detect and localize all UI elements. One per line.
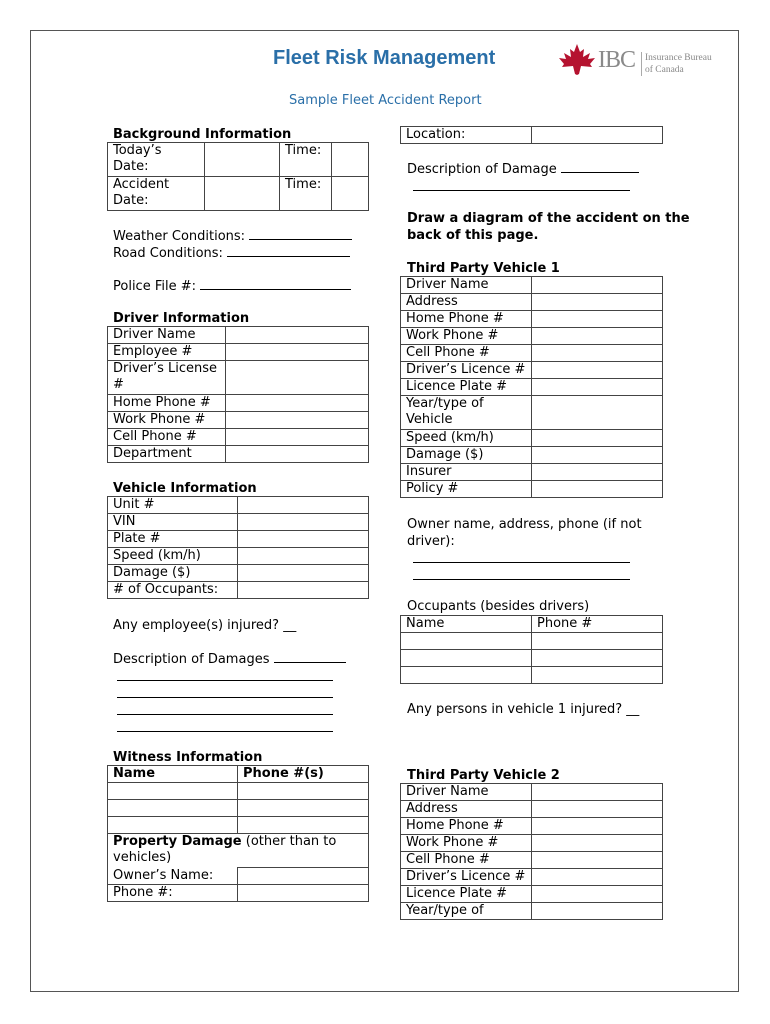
occupant-name-field[interactable] [401,650,532,667]
driver-table [107,326,369,463]
owner-info-line[interactable] [413,562,630,563]
tpv2-row-field[interactable] [532,818,663,835]
tpv2-row-field[interactable] [532,869,663,886]
occupant-phone-field[interactable] [532,667,663,684]
police-file-field[interactable] [200,277,351,290]
tpv2-row-field[interactable] [532,801,663,818]
location-label: Location: [401,127,532,144]
owner-name-label: Owner’s Name: [108,868,238,885]
logo-separator [641,52,642,76]
tpv1-row-field[interactable] [532,464,663,481]
tpv1-row-label: Cell Phone # [401,345,532,362]
police-file: Police File #: [113,277,351,295]
vehicle-row-field[interactable] [238,531,369,548]
todays-date-field[interactable] [205,143,280,177]
time-label-1: Time: [280,143,332,177]
tpv2-row-label: Licence Plate # [401,886,532,903]
witness-name-field[interactable] [108,800,238,817]
driver-row-field[interactable] [226,327,369,344]
driver-row-field[interactable] [226,395,369,412]
occupants-table [400,615,663,684]
tpv1-row-label: Home Phone # [401,311,532,328]
tpv1-row-field[interactable] [532,311,663,328]
witness-name-field[interactable] [108,783,238,800]
location-field[interactable] [532,127,663,144]
logo-name [645,52,712,76]
tpv1-row-label: Address [401,294,532,311]
page-subtitle: Sample Fleet Accident Report [289,93,482,108]
owner-info-line[interactable] [413,579,630,580]
vehicle-heading: Vehicle Information [113,481,257,496]
driver-row-label: Department [108,446,226,463]
tpv2-row-label: Address [401,801,532,818]
tpv1-row-label: Driver Name [401,277,532,294]
tpv1-row-field[interactable] [532,328,663,345]
damages-line[interactable] [117,697,333,698]
owner-name-field[interactable] [238,868,369,885]
tpv1-row-label: Work Phone # [401,328,532,345]
witness-name-field[interactable] [108,817,238,834]
tpv1-row-label: Driver’s Licence # [401,362,532,379]
damages-field[interactable] [274,650,346,663]
tpv2-row-label: Cell Phone # [401,852,532,869]
occupant-name-field[interactable] [401,633,532,650]
tpv1-row-field[interactable] [532,481,663,498]
owner-phone-label: Phone #: [108,885,238,902]
witness-phone-field[interactable] [238,817,369,834]
witness-table [107,765,369,902]
logo-name-line2: of Canada [645,65,684,75]
driver-heading: Driver Information [113,311,250,326]
accident-date-label: Accident Date: [108,177,205,211]
tpv2-row-label: Driver Name [401,784,532,801]
vehicle-row-field[interactable] [238,514,369,531]
tpv2-row-field[interactable] [532,835,663,852]
employee-injured: Any employee(s) injured? __ [113,618,297,633]
tpv1-row-label: Damage ($) [401,447,532,464]
driver-row-field[interactable] [226,344,369,361]
occupants-col-name: Name [401,616,532,633]
tpv1-row-field[interactable] [532,294,663,311]
time-field-1[interactable] [332,143,369,177]
tpv1-row-field[interactable] [532,362,663,379]
driver-row-label: Work Phone # [108,412,226,429]
tpv1-row-field[interactable] [532,277,663,294]
tpv1-heading: Third Party Vehicle 1 [407,261,560,276]
vehicle-row-field[interactable] [238,548,369,565]
occupants-col-phone: Phone # [532,616,663,633]
tpv1-row-field[interactable] [532,379,663,396]
vehicle-row-label: VIN [108,514,238,531]
driver-row-label: Driver Name [108,327,226,344]
time-label-2: Time: [280,177,332,211]
tpv2-row-label: Driver’s Licence # [401,869,532,886]
tpv2-row-field[interactable] [532,852,663,869]
tpv2-row-label: Year/type of [401,903,532,920]
driver-row-field[interactable] [226,412,369,429]
page-title: Fleet Risk Management [273,47,496,69]
driver-row-field[interactable] [226,446,369,463]
witness-col-name: Name [108,766,238,783]
vehicle1-injured: Any persons in vehicle 1 injured? __ [407,702,640,717]
property-damage-header: Property Damage (other than to vehicles) [108,834,369,868]
tpv2-table [400,783,663,920]
vehicle-row-label: # of Occupants: [108,582,238,599]
owner-phone-field[interactable] [238,885,369,902]
location-table [400,126,663,144]
vehicle-table [107,496,369,599]
vehicle-row-field[interactable] [238,565,369,582]
accident-date-field[interactable] [205,177,280,211]
tpv1-row-field[interactable] [532,345,663,362]
witness-phone-field[interactable] [238,800,369,817]
damage-desc-line[interactable] [413,190,630,191]
background-heading: Background Information [113,127,292,142]
tpv1-row-label: Year/type of Vehicle [401,396,532,430]
damages-description: Description of Damages [113,650,346,668]
tpv1-row-field[interactable] [532,396,663,430]
occupant-name-field[interactable] [401,667,532,684]
driver-row-label: Driver’s License # [108,361,226,395]
damages-line[interactable] [117,714,333,715]
witness-phone-field[interactable] [238,783,369,800]
diagram-instruction: Draw a diagram of the accident on the back of this page. [407,211,690,243]
time-field-2[interactable] [332,177,369,211]
weather-field[interactable] [249,227,352,240]
driver-row-field[interactable] [226,429,369,446]
damages-line[interactable] [117,731,333,732]
road-conditions: Road Conditions: [113,244,350,262]
tpv1-row-field[interactable] [532,430,663,447]
tpv1-row-label: Speed (km/h) [401,430,532,447]
occupant-phone-field[interactable] [532,633,663,650]
vehicle-row-label: Unit # [108,497,238,514]
road-field[interactable] [227,244,350,257]
damages-line[interactable] [117,680,333,681]
tpv2-row-field[interactable] [532,903,663,920]
occupant-phone-field[interactable] [532,650,663,667]
todays-date-label: Today’s Date: [108,143,205,177]
vehicle-row-field[interactable] [238,582,369,599]
tpv1-row-label: Policy # [401,481,532,498]
vehicle-row-label: Speed (km/h) [108,548,238,565]
tpv1-row-label: Insurer [401,464,532,481]
tpv1-row-field[interactable] [532,447,663,464]
occupants-heading: Occupants (besides drivers) [407,599,590,614]
witness-col-phone: Phone #(s) [238,766,369,783]
damage-description: Description of Damage [407,160,639,178]
driver-row-label: Home Phone # [108,395,226,412]
driver-row-label: Employee # [108,344,226,361]
owner-info: Owner name, address, phone (if not driver): [407,517,642,549]
tpv2-row-label: Work Phone # [401,835,532,852]
driver-row-label: Cell Phone # [108,429,226,446]
logo-name-line1: Insurance Bureau [645,53,712,63]
tpv2-row-label: Home Phone # [401,818,532,835]
logo-abbr: IBC [598,47,636,73]
vehicle-row-field[interactable] [238,497,369,514]
tpv2-row-field[interactable] [532,886,663,903]
weather-conditions: Weather Conditions: [113,227,352,245]
witness-heading: Witness Information [113,750,263,765]
vehicle-row-label: Damage ($) [108,565,238,582]
maple-leaf-logo-icon [557,42,597,76]
driver-row-field[interactable] [226,361,369,395]
background-table [107,142,369,211]
damage-desc-field[interactable] [561,160,639,173]
tpv1-row-label: Licence Plate # [401,379,532,396]
tpv1-table [400,276,663,498]
tpv2-heading: Third Party Vehicle 2 [407,768,560,783]
vehicle-row-label: Plate # [108,531,238,548]
tpv2-row-field[interactable] [532,784,663,801]
